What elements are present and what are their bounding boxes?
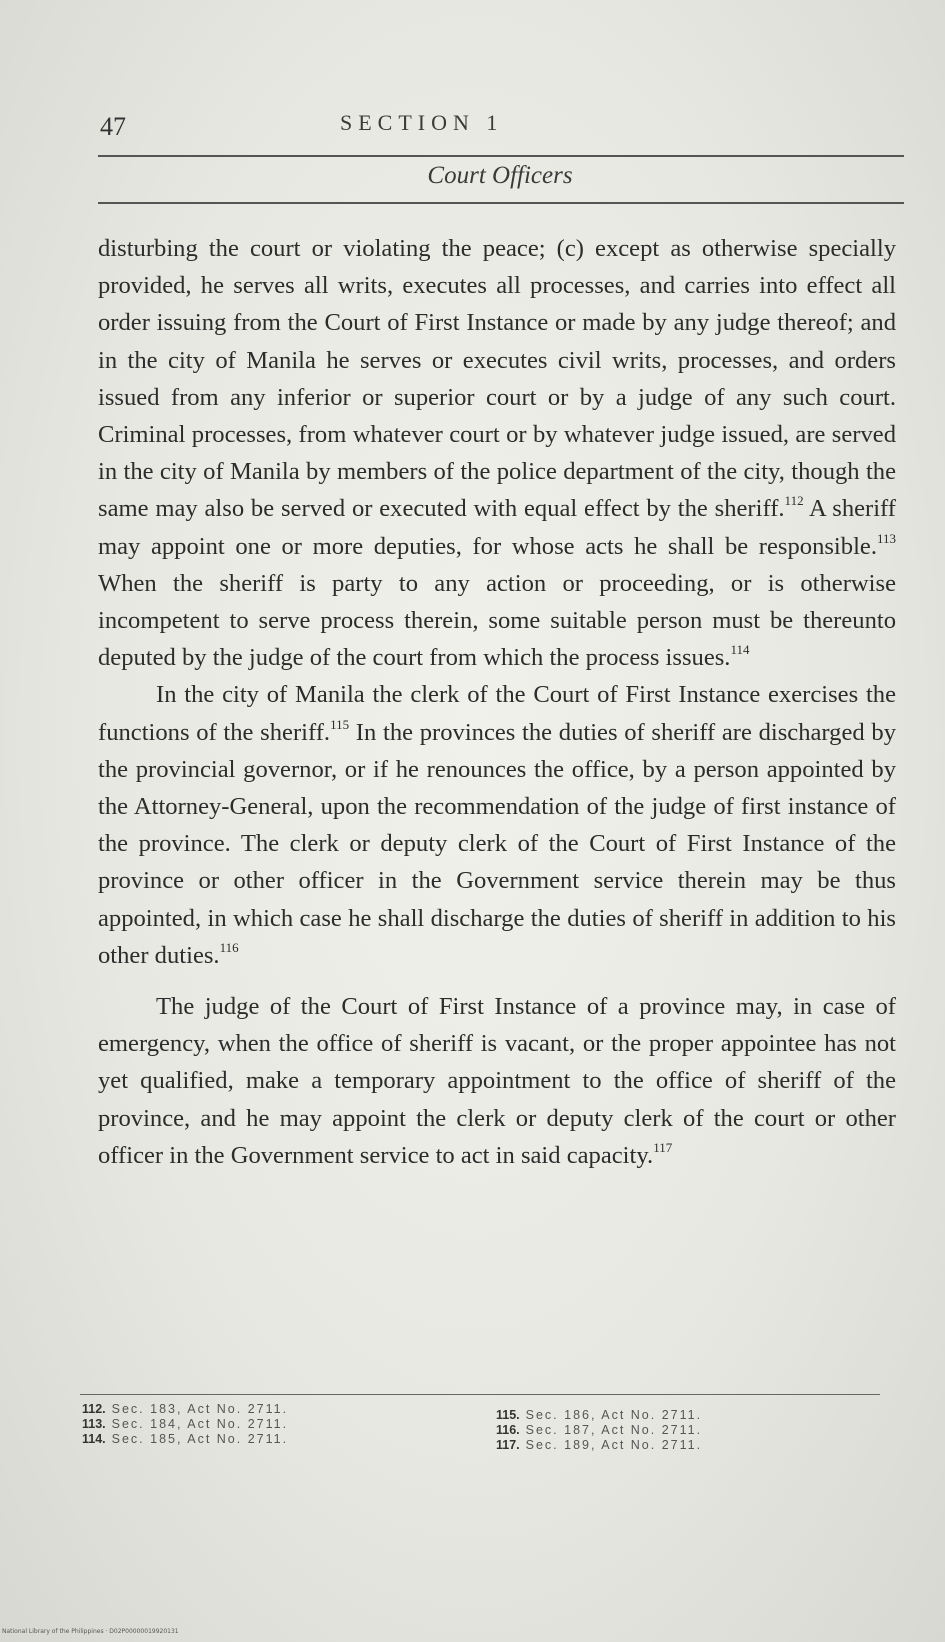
running-head: Court Officers — [427, 162, 573, 189]
footnote-number: 117. — [496, 1438, 520, 1452]
paragraph — [98, 230, 896, 676]
library-credit: National Library of the Philippines · D02P00000019920131 — [2, 1628, 179, 1635]
footnote — [82, 1417, 288, 1432]
paragraph — [98, 676, 896, 974]
paragraph-text: disturbing the court or violating the peace; (c) except as otherwise specially provided, he serves all writs, executes all processes, and carries into effect all order issuing from the Court of First Instance or made by any judge thereof; and in the city of Manila he serves or executes civil writs, processes, and orders issued from any inferior or superior court or by a judge of any such court. Criminal processes, from whatever court or by whatever judge issued, are served in the city of Manila by members of the police department of the city, though the same may also be served or executed with equal effect by the sheriff. — [98, 235, 896, 523]
footnote-number: 115. — [496, 1408, 520, 1422]
footnote — [496, 1423, 702, 1438]
footnote-text: Sec. 183, Act No. 2711. — [111, 1402, 289, 1416]
footnote-number: 114. — [82, 1432, 106, 1446]
footnote-text: Sec. 187, Act No. 2711. — [525, 1423, 703, 1437]
footnote-text: Sec. 184, Act No. 2711. — [111, 1417, 289, 1431]
footnote-number: 116. — [496, 1423, 520, 1437]
footnotes-right — [496, 1408, 702, 1453]
footnote-ref: 117 — [653, 1139, 673, 1155]
footnote-text: Sec. 185, Act No. 2711. — [111, 1432, 289, 1446]
paragraph — [98, 988, 896, 1174]
footnote-rule — [80, 1394, 880, 1395]
footnote-ref: 114 — [730, 642, 750, 658]
header-rule-bottom — [98, 202, 904, 204]
footnote-ref: 115 — [330, 716, 350, 732]
footnote-ref: 112 — [784, 493, 804, 509]
footnote-text: Sec. 186, Act No. 2711. — [525, 1408, 703, 1422]
footnote-ref: 116 — [219, 939, 239, 955]
footnotes-left — [82, 1402, 288, 1447]
paragraph-text: In the provinces the duties of sheriff are discharged by the provincial governor, or if he renounces the office, by a person appointed by the Attorney-General, upon the recommendation of the judge of first instance of the province. The clerk or deputy clerk of the Court of First Instance of the province or other officer in the Government service therein may be thus appointed, in which case he shall discharge the duties of sheriff in addition to his other duties. — [98, 718, 896, 969]
section-title: SECTION 1 — [340, 110, 504, 135]
footnote — [82, 1402, 288, 1417]
footnote-number: 112. — [82, 1402, 106, 1416]
paragraph-text: When the sheriff is party to any action or proceeding, or is otherwise incompetent to serve process therein, some suitable person must be thereunto deputed by the judge of the court from which the process issues. — [98, 569, 896, 672]
footnote — [82, 1432, 288, 1447]
header-rule-top — [98, 155, 904, 157]
paragraph-text: The judge of the Court of First Instance of a province may, in case of emergency, when the office of sheriff is vacant, or the proper appointee has not yet qualified, make a temporary appointment to the office of sheriff of the province, and he may appoint the clerk or deputy clerk of the court or other officer in the Government service to act in said capacity. — [98, 993, 896, 1169]
body-text — [98, 230, 896, 1174]
footnote-number: 113. — [82, 1417, 106, 1431]
footnote — [496, 1438, 702, 1453]
footnote-ref: 113 — [876, 530, 896, 546]
paragraph-text: A sheriff may appoint one or more deputies, for whose acts he shall be responsible. — [98, 495, 896, 560]
footnote — [496, 1408, 702, 1423]
paragraph-text: In the city of Manila the clerk of the Court of First Instance exercises the functions of the sheriff. — [98, 681, 896, 746]
page-number: 47 — [100, 112, 126, 141]
footnote-text: Sec. 189, Act No. 2711. — [525, 1438, 703, 1452]
